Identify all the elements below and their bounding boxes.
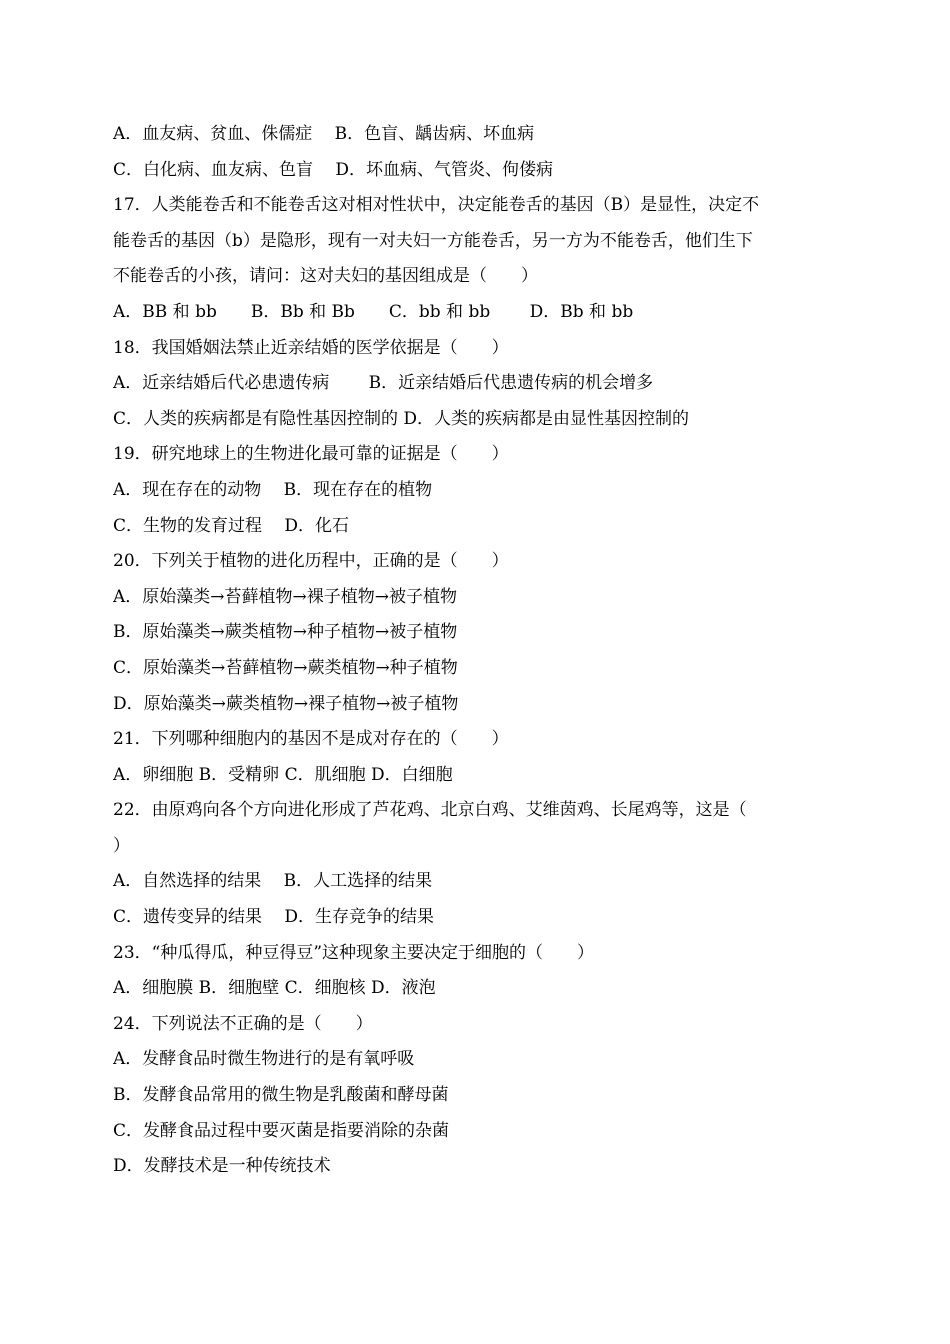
text-line: ） — [113, 835, 130, 856]
text-line: D．发酵技术是一种传统技术 — [113, 1156, 331, 1177]
text-line: 22．由原鸡向各个方向进化形成了芦花鸡、北京白鸡、艾维茵鸡、长尾鸡等，这是（ — [113, 800, 747, 821]
text-line: A．现在存在的动物 B．现在存在的植物 — [113, 479, 433, 500]
text-line: 能卷舌的基因（b）是隐形，现有一对夫妇一方能卷舌，另一方为不能卷舌，他们生下 — [113, 230, 753, 251]
text-line: C．发酵食品过程中要灭菌是指要消除的杂菌 — [113, 1120, 450, 1141]
text-line: 23．“种瓜得瓜，种豆得豆”这种现象主要决定于细胞的（ ） — [113, 942, 595, 963]
text-line: 17．人类能卷舌和不能卷舌这对相对性状中，决定能卷舌的基因（B）是显性，决定不 — [113, 195, 760, 216]
text-line: A．原始藻类→苔藓植物→裸子植物→被子植物 — [113, 586, 458, 607]
text-line: C．人类的疾病都是有隐性基因控制的 D．人类的疾病都是由显性基因控制的 — [113, 408, 690, 429]
text-line: C．生物的发育过程 D．化石 — [113, 515, 350, 536]
text-line: A．卵细胞 B．受精卵 C．肌细胞 D．白细胞 — [113, 764, 453, 785]
text-line: 24．下列说法不正确的是（ ） — [113, 1013, 373, 1034]
text-line: 19．研究地球上的生物进化最可靠的证据是（ ） — [113, 444, 509, 465]
text-line: 不能卷舌的小孩，请问：这对夫妇的基因组成是（ ） — [113, 266, 538, 287]
text-line: A．BB 和 bb B．Bb 和 Bb C．bb 和 bb D．Bb 和 bb — [113, 301, 634, 322]
text-line: B．发酵食品常用的微生物是乳酸菌和酵母菌 — [113, 1085, 449, 1106]
text-line: D．原始藻类→蕨类植物→裸子植物→被子植物 — [113, 693, 459, 714]
document-page — [113, 117, 843, 1185]
text-line: 20．下列关于植物的进化历程中，正确的是（ ） — [113, 551, 509, 572]
text-line: C．遗传变异的结果 D．生存竞争的结果 — [113, 907, 435, 928]
text-line: 21．下列哪种细胞内的基因不是成对存在的（ ） — [113, 729, 509, 750]
text-line: A．发酵食品时微生物进行的是有氧呼吸 — [113, 1049, 415, 1070]
text-line: B．原始藻类→蕨类植物→种子植物→被子植物 — [113, 622, 458, 643]
text-line: A．细胞膜 B．细胞壁 C．细胞核 D．液泡 — [113, 978, 436, 999]
text-line: A．近亲结婚后代必患遗传病 B．近亲结婚后代患遗传病的机会增多 — [113, 373, 654, 394]
text-line: 18．我国婚姻法禁止近亲结婚的医学依据是（ ） — [113, 337, 509, 358]
text-line: C．原始藻类→苔藓植物→蕨类植物→种子植物 — [113, 657, 458, 678]
text-line: A．血友病、贫血、侏儒症 B．色盲、龋齿病、坏血病 — [113, 124, 535, 144]
text-line: A．自然选择的结果 B．人工选择的结果 — [113, 871, 433, 892]
text-line: C．白化病、血友病、色盲 D．坏血病、气管炎、佝偻病 — [113, 159, 554, 180]
